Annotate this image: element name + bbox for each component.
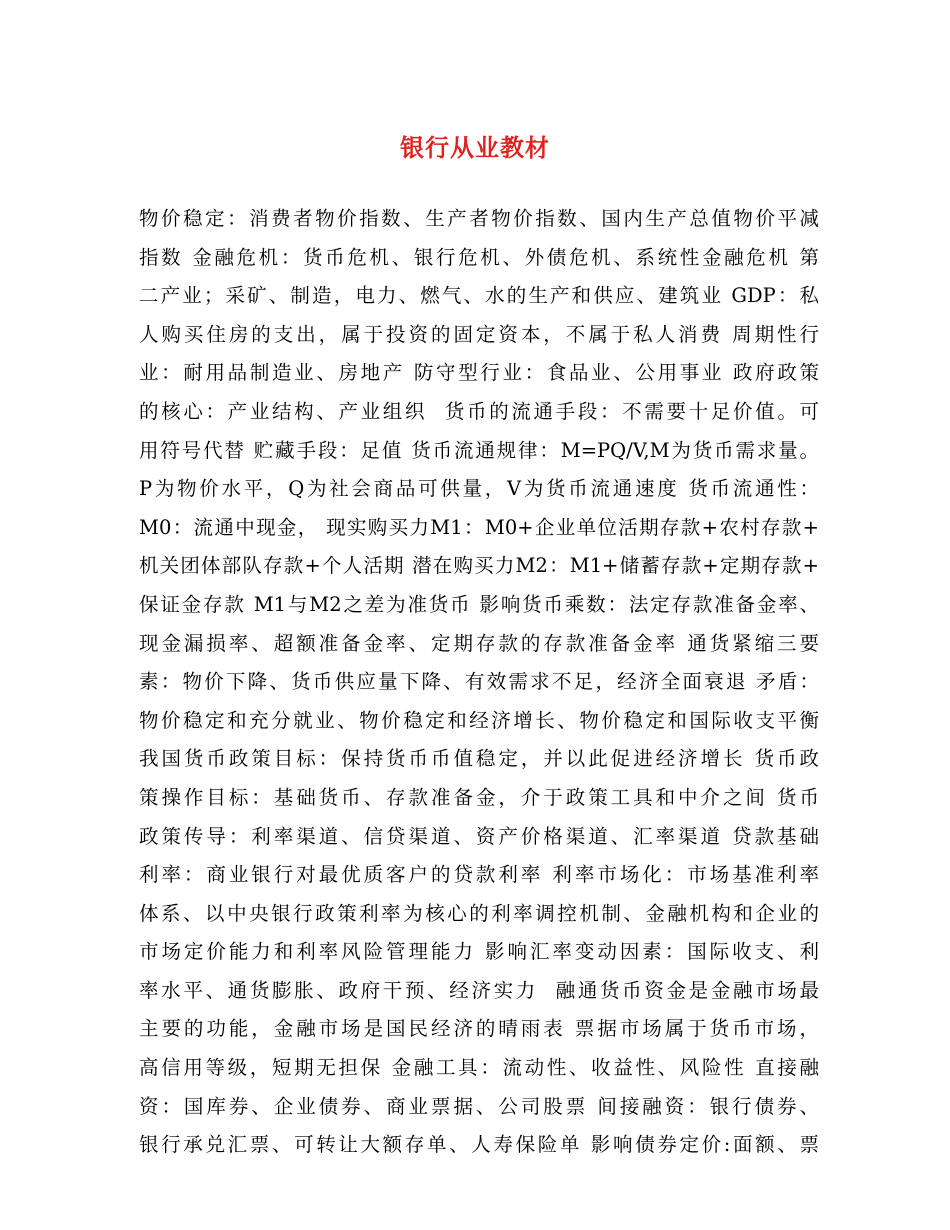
text-line: 指数 金融危机：货币危机、银行危机、外债危机、系统性金融危机 第	[139, 245, 819, 269]
text-line: 物价稳定和充分就业、物价稳定和经济增长、物价稳定和国际收支平衡	[139, 708, 819, 732]
text-line: 体系、以中央银行政策利率为核心的利率调控机制、金融机构和企业的	[139, 901, 819, 925]
text-line: 我国货币政策目标：保持货币币值稳定，并以此促进经济增长 货币政	[139, 747, 819, 771]
text-line: P为物价水平，Q为社会商品可供量，V为货币流通速度 货币流通性：	[139, 477, 819, 501]
text-line: 率水平、通货膨胀、政府干预、经济实力 融通货币资金是金融市场最	[139, 978, 819, 1002]
text-line: 保证金存款 M1与M2之差为准货币 影响货币乘数：法定存款准备金率、	[139, 592, 819, 616]
page-title: 银行从业教材	[400, 133, 550, 162]
text-line: 利率：商业银行对最优质客户的贷款利率 利率市场化：市场基准利率	[139, 863, 819, 887]
body-text	[139, 200, 819, 1165]
text-line: 的核心：产业结构、产业组织 货币的流通手段：不需要十足价值。可	[139, 399, 819, 423]
text-line: 策操作目标：基础货币、存款准备金，介于政策工具和中介之间 货币	[139, 785, 819, 809]
text-line: 市场定价能力和利率风险管理能力 影响汇率变动因素：国际收支、利	[139, 940, 819, 964]
text-line: 高信用等级，短期无担保 金融工具：流动性、收益性、风险性 直接融	[139, 1056, 819, 1080]
text-line: 素：物价下降、货币供应量下降、有效需求不足，经济全面衰退 矛盾：	[139, 670, 819, 694]
text-line: 机关团体部队存款+个人活期 潜在购买力M2：M1+储蓄存款+定期存款+	[139, 554, 819, 578]
text-line: 银行承兑汇票、可转让大额存单、人寿保险单 影响债券定价:面额、票	[139, 1133, 819, 1157]
text-line: 人购买住房的支出，属于投资的固定资本，不属于私人消费 周期性行	[139, 322, 819, 346]
text-line: 现金漏损率、超额准备金率、定期存款的存款准备金率 通货紧缩三要	[139, 631, 819, 655]
text-line: M0：流通中现金， 现实购买力M1：M0+企业单位活期存款+农村存款+	[139, 515, 819, 539]
text-line: 物价稳定：消费者物价指数、生产者物价指数、国内生产总值物价平减	[139, 207, 819, 230]
text-line: 用符号代替 贮藏手段：足值 货币流通规律：M=PQ/V,M为货币需求量。	[139, 438, 819, 462]
text-line: 政策传导：利率渠道、信贷渠道、资产价格渠道、汇率渠道 贷款基础	[139, 824, 819, 848]
text-line: 资：国库券、企业债券、商业票据、公司股票 间接融资：银行债券、	[139, 1094, 819, 1118]
text-line: 业：耐用品制造业、房地产 防守型行业：食品业、公用事业 政府政策	[139, 361, 819, 385]
text-line: 主要的功能，金融市场是国民经济的晴雨表 票据市场属于货币市场，	[139, 1017, 819, 1041]
text-line: 二产业；采矿、制造，电力、燃气、水的生产和供应、建筑业 GDP：私	[139, 284, 819, 308]
